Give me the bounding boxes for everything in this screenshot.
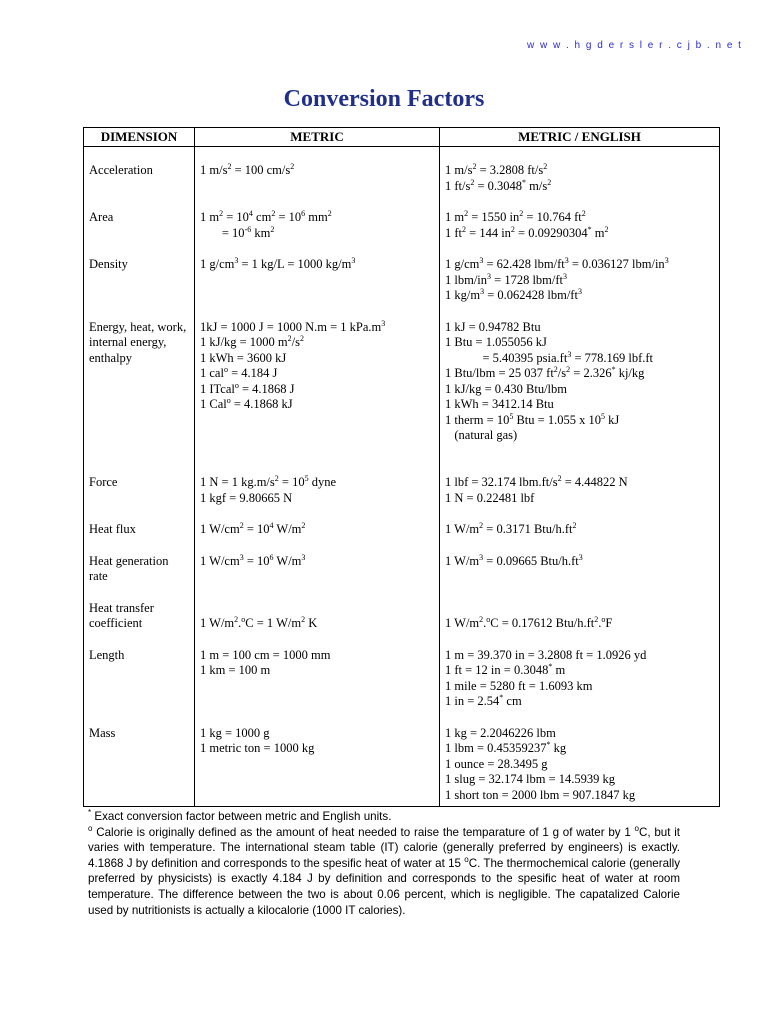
cell-line: 1 lbm = 0.45359237* kg [445, 740, 567, 755]
table-row [84, 163, 720, 194]
cell-line: 1 Cal$^o$ = 4.1868 kJ [200, 396, 293, 411]
metric-english-cell [440, 475, 720, 506]
spacer-cell [195, 147, 440, 164]
metric-english-cell [440, 522, 720, 538]
spacer-cell [195, 241, 440, 257]
cell-line: 1 $m^2 = 10^4$ $cm^2 = 10^6$ $mm^2$ [200, 209, 332, 224]
metric-cell [195, 554, 440, 585]
metric-cell [195, 726, 440, 807]
cell-line: 1 short ton = 2000 lbm = 907.1847 kg [445, 787, 636, 802]
cell-line: 1 $ft/s^2 = 0.3048^*$ $m/s^2$ [445, 177, 552, 193]
cell-line: 1 metric ton = 1000 kg [200, 741, 315, 755]
metric-english-cell [440, 554, 720, 585]
cell-line: Heat transfer coefficient [89, 600, 154, 630]
row-spacer [84, 459, 720, 475]
metric-cell [195, 320, 440, 460]
spacer-cell [84, 241, 195, 257]
cell-line: 1 kg = 2.2046226 lbm [445, 725, 556, 740]
row-spacer [84, 147, 720, 164]
dimension-cell [84, 648, 195, 710]
cell-line: 1 $W/cm^2 = 10^4$ $W/m^2$ [200, 521, 306, 536]
row-spacer [84, 632, 720, 648]
cell-line: 1kJ = 1000 J = 1000 N.m = 1 $kPa.m^3$ [200, 318, 386, 334]
cell-line: 1 lbf = 32.174 $lbm.ft/s^2 = 4.44822$ N [445, 474, 628, 489]
cell-line: Energy, heat, work, [89, 319, 187, 334]
metric-english-cell [440, 648, 720, 710]
spacer-cell [195, 506, 440, 522]
cell-line [445, 444, 715, 460]
metric-cell [195, 163, 440, 194]
cell-line: Acceleration [89, 163, 153, 177]
spacer-cell [84, 585, 195, 601]
row-spacer [84, 304, 720, 320]
row-spacer [84, 585, 720, 601]
cell-line: 1 lbm/$in^3 = 1728$ lbm/$ft^3$ [445, 271, 568, 287]
row-spacer [84, 538, 720, 554]
metric-english-cell [440, 257, 720, 304]
spacer-cell [195, 538, 440, 554]
cell-line: 1 $m/s^2 = 3.2808$ $ft/s^2$ [445, 162, 548, 177]
cell-line: 1 $m/s^2 = 100$ $cm/s^2$ [200, 162, 295, 177]
cell-line: Density [89, 257, 128, 271]
cell-line [200, 601, 435, 617]
table-row [84, 475, 720, 506]
table-body [84, 147, 720, 807]
dimension-cell [84, 257, 195, 304]
dimension-cell [84, 163, 195, 194]
dimension-cell [84, 210, 195, 241]
metric-english-cell [440, 163, 720, 194]
row-spacer [84, 241, 720, 257]
spacer-cell [84, 147, 195, 164]
cell-line: internal energy, enthalpy [89, 335, 167, 365]
cell-line: 1 kJ/kg = 1000 $m^2/s^2$ [200, 334, 304, 349]
cell-line: 1 ITcal$^o$ = 4.1868 J [200, 380, 295, 396]
spacer-cell [84, 304, 195, 320]
cell-line: (natural gas) [445, 428, 518, 442]
cell-line: 1 $W/m^3 = 0.09665$ Btu/$h.ft^3$ [445, 552, 583, 568]
spacer-cell [195, 459, 440, 475]
spacer-cell [84, 459, 195, 475]
cell-line: 1 $kg/m^3 = 0.062428$ lbm/$ft^3$ [445, 287, 582, 302]
dimension-cell [84, 554, 195, 585]
spacer-cell [195, 710, 440, 726]
cell-line: 1 Btu = 1.055056 kJ [445, 335, 547, 349]
cell-line: 1 kJ = 0.94782 Btu [445, 319, 541, 334]
spacer-cell [440, 304, 720, 320]
metric-cell [195, 648, 440, 710]
cell-line: 1 ft = 12 in = 0.3048* m [445, 662, 566, 677]
cell-line: 1 slug = 32.174 lbm = 14.5939 kg [445, 772, 616, 786]
cell-line: 1 cal$^o$ = 4.184 J [200, 365, 278, 380]
spacer-cell [440, 538, 720, 554]
spacer-cell [84, 194, 195, 210]
metric-cell [195, 257, 440, 304]
dimension-cell [84, 601, 195, 632]
table-row [84, 210, 720, 241]
spacer-cell [440, 241, 720, 257]
cell-line: 1 mile = 5280 ft = 1.6093 km [445, 678, 593, 693]
spacer-cell [440, 506, 720, 522]
cell-line: 1 ounce = 28.3495 g [445, 756, 548, 771]
spacer-cell [440, 585, 720, 601]
cell-line: 1 $W/m^2.^oC = 1$ $W/m^2$ K [200, 615, 318, 630]
spacer-cell [84, 506, 195, 522]
cell-line [445, 601, 715, 617]
cell-line: Force [89, 475, 118, 489]
table-row [84, 726, 720, 807]
column-header-dimension: DIMENSION [84, 128, 195, 147]
table-row [84, 554, 720, 585]
dimension-cell [84, 475, 195, 506]
footnote: * Exact conversion factor between metric and English units. [88, 808, 392, 823]
spacer-cell [440, 632, 720, 648]
cell-line: 1 m = 39.370 in = 3.2808 ft = 1.0926 yd [445, 647, 647, 662]
site-url[interactable]: w w w . h g d e r s l e r . c j b . n e t [527, 40, 743, 51]
spacer-cell [195, 304, 440, 320]
metric-cell [195, 522, 440, 538]
row-spacer [84, 194, 720, 210]
cell-line: 1 kJ/kg = 0.430 Btu/lbm [445, 381, 567, 396]
table-header-row [84, 128, 720, 147]
cell-line: Mass [89, 725, 116, 740]
dimension-cell [84, 320, 195, 460]
spacer-cell [195, 194, 440, 210]
metric-english-cell [440, 726, 720, 807]
dimension-cell [84, 726, 195, 807]
cell-line: 1 therm = $10^5$ Btu = 1.055 x $10^5$ kJ [445, 411, 620, 427]
cell-line: 1 $m^2 = 1550$ $in^2 = 10.764$ $ft^2$ [445, 209, 586, 224]
cell-line: 1 $ft^2 = 144$ $in^2 = 0.09290304^*$ $m^2$ [445, 224, 609, 240]
spacer-cell [440, 459, 720, 475]
spacer-cell [440, 194, 720, 210]
cell-line: 1 m = 100 cm = 1000 mm [200, 647, 331, 662]
table-row [84, 601, 720, 632]
cell-line: = 5.40395 $psia.ft^3 = 778.169$ lbf.ft [445, 349, 654, 365]
metric-cell [195, 475, 440, 506]
cell-line: 1 in = 2.54* cm [445, 693, 522, 708]
column-header-metric: METRIC [195, 128, 440, 147]
cell-line: Heat generation rate [89, 553, 169, 583]
spacer-cell [84, 632, 195, 648]
cell-line: 1 kg = 1000 g [200, 725, 270, 740]
metric-english-cell [440, 210, 720, 241]
spacer-cell [195, 632, 440, 648]
table-row [84, 522, 720, 538]
table-row [84, 648, 720, 710]
cell-line: 1 kWh = 3600 kJ [200, 350, 287, 365]
cell-line: 1 kgf = 9.80665 N [200, 490, 293, 505]
spacer-cell [84, 538, 195, 554]
spacer-cell [440, 710, 720, 726]
cell-line: 1 $W/cm^3 = 10^6$ $W/m^3$ [200, 552, 306, 568]
cell-line: Area [89, 210, 114, 224]
conversion-table [83, 127, 720, 807]
row-spacer [84, 506, 720, 522]
cell-line: Heat flux [89, 522, 136, 536]
table-row [84, 257, 720, 304]
footnotes [88, 809, 680, 918]
metric-cell [195, 601, 440, 632]
cell-line: 1 N = 1 $kg.m/s^2 = 10^5$ dyne [200, 474, 337, 489]
cell-line: 1 $W/m^2 = 0.3171$ Btu/$h.ft^2$ [445, 521, 577, 536]
metric-english-cell [440, 601, 720, 632]
cell-line: 1 N = 0.22481 lbf [445, 490, 535, 505]
cell-line: 1 kWh = 3412.14 Btu [445, 397, 554, 411]
dimension-cell [84, 522, 195, 538]
cell-line: 1 Btu/lbm = 25 037 $ft^2/s^2 = 2.326^*$ kj/kg [445, 365, 645, 380]
cell-line: 1 $g/cm^3 = 62.428$ lbm/$ft^3 = 0.036127$ lbm/$in^3$ [445, 256, 669, 271]
cell-line: = $10^{-6}$ $km^2$ [200, 224, 275, 240]
cell-line: 1 $g/cm^3 = 1$ kg/L = 1000 $kg/m^3$ [200, 256, 356, 271]
cell-line: Length [89, 647, 125, 662]
table-row [84, 320, 720, 460]
spacer-cell [195, 585, 440, 601]
cell-line: 1 $W/m^2.^oC = 0.17612$ Btu/$h.ft^2.^oF$ [445, 615, 613, 630]
row-spacer [84, 710, 720, 726]
metric-cell [195, 210, 440, 241]
spacer-cell [84, 710, 195, 726]
metric-english-cell [440, 320, 720, 460]
column-header-metric-english: METRIC / ENGLISH [440, 128, 720, 147]
spacer-cell [440, 147, 720, 164]
page-title: Conversion Factors [283, 86, 485, 112]
cell-line: 1 km = 100 m [200, 663, 271, 677]
footnote: $^o$ Calorie is originally defined as the amount of heat needed to raise the temparature of 1 g of water by 1 $^o$C, but it varies with temperature. The international steam table (IT) calorie (generally preferred by engineers) is exactly. 4.1868 J by definition and corresponds to the spesific heat of water at 15 $^o$C. The thermochemical calorie (generally preferred by physicists) is exactly 4.184 J by definition and corresponds to the spesific heat of water at room temperature. The difference between the two is about 0.06 percent, which is negligible. The capatalized Calorie used by nutritionists is actually a kilocalorie (1000 IT calories). [88, 823, 681, 917]
